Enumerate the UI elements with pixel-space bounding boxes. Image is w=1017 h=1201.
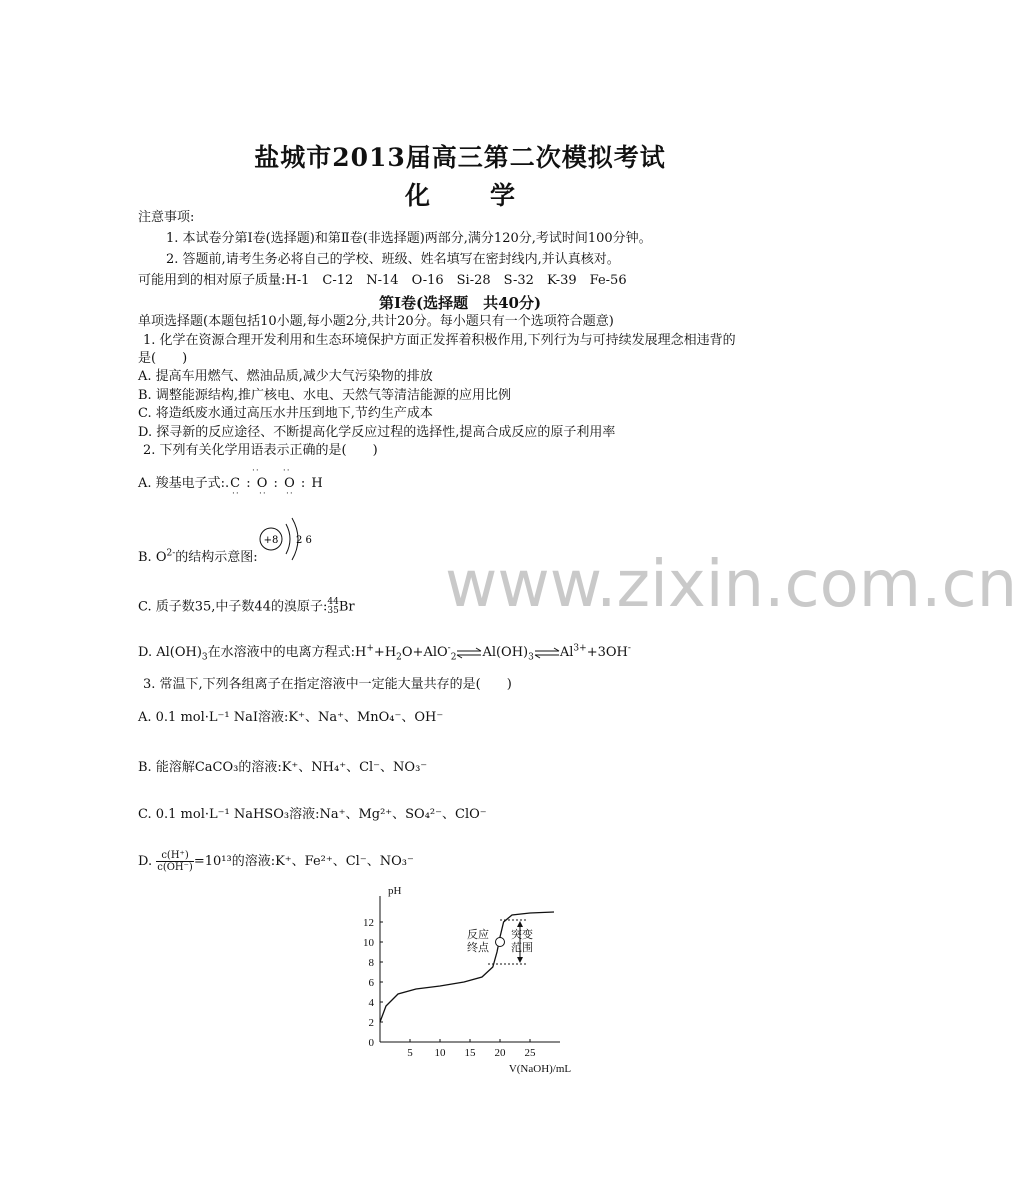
q2-option-a-label: A. 羧基电子式: (138, 476, 226, 491)
ratio-denominator: c(OH⁻) (157, 862, 193, 873)
y-axis-label: pH (388, 885, 402, 897)
y-tick-label: 8 (368, 957, 374, 969)
q3-stem: 3. 常温下,下列各组离子在指定溶液中一定能大量共存的是( ) (143, 677, 512, 692)
endpoint-marker (496, 938, 505, 947)
d-rhs2: +3OH (586, 645, 628, 660)
q1-option-d: D. 探寻新的反应途径、不断提高化学反应过程的选择性,提高合成反应的原子利用率 (138, 425, 616, 440)
d-rhs: Al (559, 645, 574, 660)
titration-curve-figure (360, 880, 570, 1080)
q3-option-d (138, 850, 414, 873)
q2-option-c-label: C. 质子数35,中子数44的溴原子: (138, 599, 328, 615)
x-tick-label: 15 (464, 1047, 476, 1059)
d-eq-lhs2: O+AlO (401, 645, 448, 660)
q2-option-a (138, 476, 324, 492)
section-title: 第Ⅰ卷(选择题 共40分) (378, 294, 542, 312)
x-tick-label: 25 (524, 1047, 536, 1059)
q1-option-a: A. 提高车用燃气、燃油品质,减少大气污染物的排放 (138, 369, 433, 384)
q3-option-a: A. 0.1 mol·L⁻¹ NaI溶液:K⁺、Na⁺、MnO₄⁻、OH⁻ (138, 710, 444, 725)
q2-option-b-tail: 的结构示意图: (175, 550, 258, 565)
equilibrium-arrow-icon (534, 648, 560, 658)
x-tick-label: 10 (434, 1047, 446, 1059)
q2-option-b (138, 550, 258, 566)
atomic-number: 35 (327, 606, 339, 616)
notice-item-2: 2. 答题前,请考生务必将自己的学校、班级、姓名填写在密封线内,并认真核对。 (166, 252, 620, 267)
q3-d-label: D. (138, 854, 153, 869)
y-tick-label: 10 (363, 937, 374, 949)
x-tick-label: 5 (407, 1047, 413, 1059)
notice-heading: 注意事项: (138, 210, 195, 225)
q1-option-c: C. 将造纸废水通过高压水井压到地下,节约生产成本 (138, 406, 433, 421)
q2-stem: 2. 下列有关化学用语表示正确的是( ) (143, 443, 378, 458)
y-tick-label: 2 (368, 1017, 374, 1029)
d-label: D. Al(OH) (138, 645, 202, 660)
arrow-head-down-icon (517, 957, 523, 963)
origin-label: 0 (368, 1037, 374, 1049)
electron-dots-bottom: ·· ·· ·· (232, 489, 294, 499)
oxygen-ion-structure-diagram (256, 515, 316, 567)
q3-d-tail: =10¹³的溶液:K⁺、Fe²⁺、Cl⁻、NO₃⁻ (193, 854, 414, 869)
q3-option-b: B. 能溶解CaCO₃的溶液:K⁺、NH₄⁺、Cl⁻、NO₃⁻ (138, 760, 428, 775)
equilibrium-arrow-icon (456, 648, 482, 658)
o-charge: 2- (166, 548, 176, 559)
isotope-numbers (327, 598, 338, 616)
shell-arc-1 (286, 524, 290, 554)
h-oh-ratio (156, 850, 194, 873)
q2-option-d: D. $Al(OH)_3$在水溶液中的电离方程式$:H^++H_2O+AlO^-_2$ $Al(OH)_3$ $Al^{3+}+3OH^-$ (138, 643, 631, 663)
y-tick-label: 4 (368, 997, 374, 1009)
atomic-masses: 可能用到的相对原子质量:H-1 C-12 N-14 O-16 Si-28 S-32 K-39 Fe-56 (138, 273, 627, 288)
q2-option-b-label: B. O (138, 550, 167, 565)
d-text: 在水溶液中的电离方程式:H (207, 645, 367, 660)
endpoint-label-line1: 反应 (467, 929, 489, 941)
mass-number: 44 (327, 597, 339, 607)
exam-title: 盐城市2013届高三第二次模拟考试 (254, 143, 666, 172)
q1-option-b: B. 调整能源结构,推广核电、水电、天然气等清洁能源的应用比例 (138, 388, 511, 403)
ratio-numerator: c(H⁺) (156, 850, 194, 862)
electron-dots-top: ·· ·· (252, 466, 291, 476)
section-instructions: 单项选择题(本题包括10小题,每小题2分,共计20分。每小题只有一个选项符合题意) (138, 314, 614, 329)
y-tick-label: 6 (368, 977, 374, 989)
arrow-head-up-icon (517, 921, 523, 927)
q3-option-c: C. 0.1 mol·L⁻¹ NaHSO₃溶液:Na⁺、Mg²⁺、SO₄²⁻、ClO⁻ (138, 807, 487, 822)
x-axis-label: V(NaOH)/mL (508, 1063, 572, 1075)
notice-item-1: 1. 本试卷分第Ⅰ卷(选择题)和第Ⅱ卷(非选择题)两部分,满分120分,考试时间100分钟。 (166, 231, 652, 246)
watermark: www.zixin.com.cn (445, 548, 1017, 622)
d-sub3: 3 (201, 652, 208, 663)
q1-stem-line2: 是( ) (138, 351, 188, 366)
subject-title: 化学 (404, 181, 575, 210)
jump-label-line2: 范围 (511, 942, 533, 954)
jump-label-line1: 突变 (511, 929, 533, 941)
element-symbol: Br (338, 599, 355, 615)
d-mid: Al(OH) (482, 645, 529, 660)
endpoint-label-line2: 终点 (467, 942, 489, 954)
q2-option-c (138, 598, 355, 616)
d-rhs-sup: 3+ (573, 643, 587, 654)
shell-electrons: 2 6 (296, 535, 312, 546)
q1-stem-line1: 1. 化学在资源合理开发利用和生态环境保护方面正发挥着积极作用,下列行为与可持续发展理念相违背的 (143, 333, 736, 348)
d-eq-lhs: +H (373, 645, 397, 660)
carboxyl-electron-formula: .C : O : O : H (225, 476, 324, 491)
y-tick-label: 12 (363, 917, 374, 929)
x-tick-label: 20 (494, 1047, 506, 1059)
nucleus-charge: +8 (263, 535, 279, 546)
